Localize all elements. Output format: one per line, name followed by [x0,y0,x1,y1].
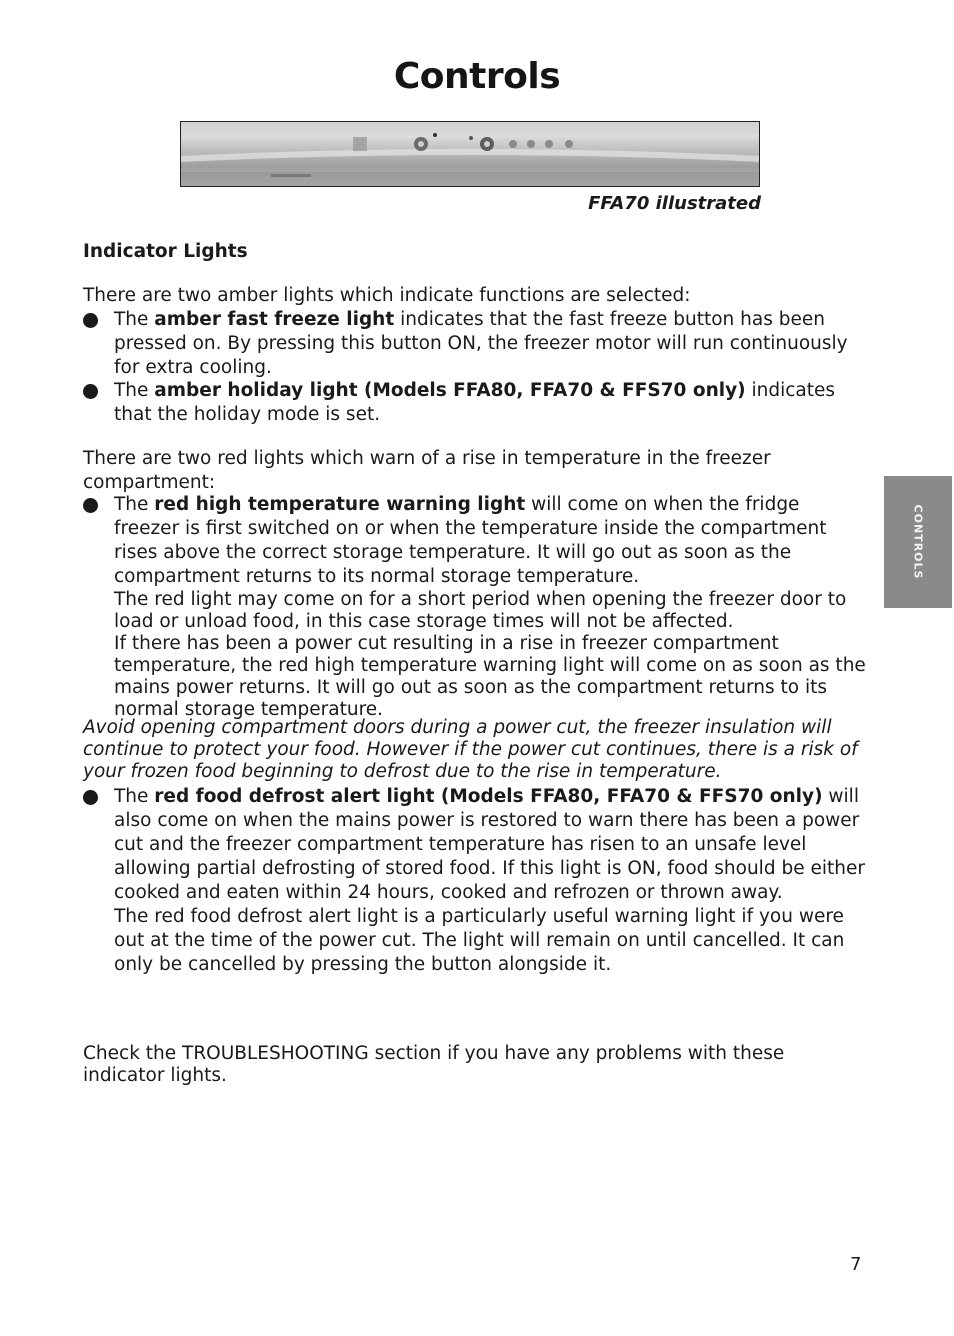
troubleshooting-note: Check the TROUBLESHOOTING section if you have any problems with these indicator lights. [83,1043,785,1086]
page-title: Controls [393,56,561,97]
power-cut-note: Avoid opening compartment doors during a power cut, the freezer insulation will continue to protect your food. However if the power cut continues, there is a risk of your frozen food beginning to defrost due to the rise in temperature. [83,717,858,782]
red-intro: There are two red lights which warn of a rise in temperature in the freezer compartment: [83,448,771,493]
image-caption: FFA70 illustrated [588,193,761,214]
control-panel-image [180,121,760,187]
defrost-alert-extra: The red food defrost alert light is a particularly useful warning light if you were out at the time of the power cut. The light will remain on until cancelled. It can only be cancelled by pressing the button alongside it. [114,906,845,975]
section-heading: Indicator Lights [83,241,248,262]
bullet-icon [83,313,98,328]
amber-intro: There are two amber lights which indicate functions are selected: [83,285,691,306]
side-tab-label: CONTROLS [911,504,925,580]
bullet-icon [83,384,98,399]
page-number: 7 [850,1254,862,1275]
bullet-icon [83,498,98,513]
red-light-power-cut-note: If there has been a power cut resulting in a rise in freezer compartment temperature, the red high temperature warning light will come on as soon as the mains power returns. It will go out as soon as the compartment returns to its normal storage temperature. [114,633,866,720]
bullet-icon [83,790,98,805]
red-light-door-note: The red light may come on for a short period when opening the freezer door to load or unload food, in this case storage times will not be affected. [114,589,847,632]
section-side-tab [884,476,952,608]
